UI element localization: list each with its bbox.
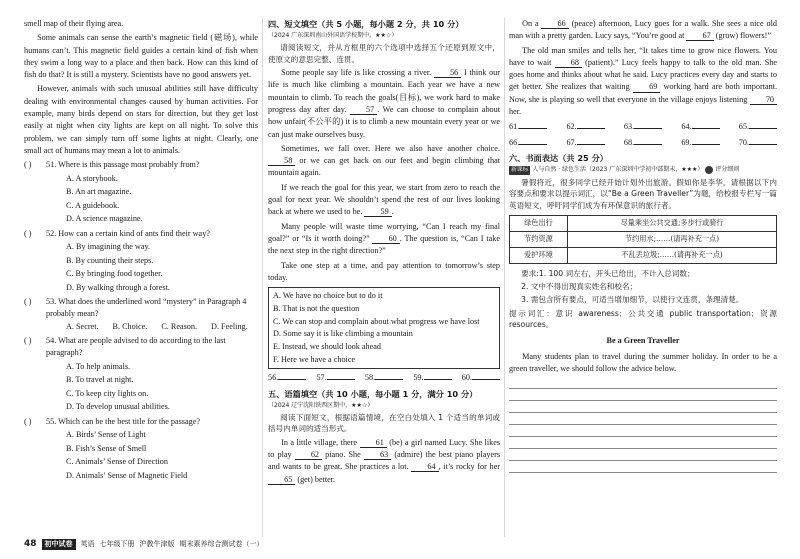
answer-bracket[interactable]: ( ) bbox=[24, 416, 32, 426]
score-rubric-link[interactable]: 评分细则 bbox=[715, 166, 740, 174]
answer-line[interactable] bbox=[519, 121, 547, 129]
column-right bbox=[509, 18, 777, 473]
table-cell: 不乱丢垃圾;……(请再补充一点) bbox=[568, 247, 777, 263]
passage-paragraph: In a little village, there 61 (be) a girl named Lucy. She likes to play 62 piano. She 63 (admire) the best piano players and wants to be great. She practices a lot. 64 , it’s rocky for her 65 (get) better. bbox=[268, 437, 501, 484]
writing-line[interactable] bbox=[509, 377, 777, 389]
passage-paragraph: On a 66 (peace) afternoon, Lucy goes for a walk. She sees a nice old man with a pretty garden. Lucy says, “You’re good at 67 (grow) flowers!” bbox=[509, 19, 777, 41]
question-stem: 51. Where is this passage most probably from? bbox=[46, 160, 200, 170]
passage-paragraph: However, animals with such unusual abilities still have difficulty dealing with environmental changes caused by human activities. For example, many birds depend on stars for direction, but they get lost easily at night when city lights are kept on all night. To solve this problem, we can simply turn off some lights at night. Clearly, one small act of humans may mean a lot to animals. bbox=[24, 84, 258, 155]
passage-paragraph: Sometimes, we fall over. Here we also have another choice. 58 or we can get back on our feet and begin climbing that mountain again. bbox=[268, 143, 500, 178]
option: C. Reason. bbox=[161, 321, 198, 331]
blank-69[interactable]: 69 bbox=[633, 82, 660, 92]
requirement: 2. 文中不得出现真实姓名和校名； bbox=[521, 281, 638, 291]
option: D. Animals’ Sense of Magnetic Field bbox=[66, 470, 188, 480]
table-cell: 节约资源 bbox=[510, 231, 568, 247]
column-divider bbox=[504, 18, 505, 537]
writing-line[interactable] bbox=[509, 413, 777, 425]
option: A. To help animals. bbox=[66, 361, 131, 371]
table-row bbox=[510, 216, 777, 232]
option: E. Instead, we should look ahead bbox=[273, 341, 382, 351]
table-cell: 节约用水;……(请再补充一点) bbox=[568, 231, 777, 247]
section-source: 新课标 人与自然 · 绿色生活（2023 广东深圳中学初中部期末，★★★） 评分细则 bbox=[511, 166, 740, 174]
answer-bracket[interactable]: ( ) bbox=[24, 228, 32, 238]
blank-65[interactable]: 65 bbox=[268, 475, 295, 485]
option: D. Feeling. bbox=[211, 321, 248, 331]
writing-area[interactable] bbox=[509, 377, 777, 473]
table-cell: 爱护环境 bbox=[510, 247, 568, 263]
answer-line[interactable] bbox=[327, 372, 355, 380]
section-5-title: 五、语篇填空（共 10 小题，每小题 1 分，满分 10 分） bbox=[268, 388, 478, 399]
option: D. Some say it is like climbing a mountain bbox=[273, 329, 413, 339]
blank-59[interactable]: 59 bbox=[364, 207, 391, 217]
question-53 bbox=[24, 296, 258, 333]
curriculum-tag: 新课标 bbox=[511, 167, 529, 174]
options-box bbox=[268, 287, 500, 369]
table-row bbox=[510, 231, 777, 247]
points-table bbox=[509, 215, 777, 263]
passage-paragraph: Many people will waste time worrying, “Can I reach my final goal?” or “Is it worth doing?” 60 . The question is, “Can I take the next step in the right direction?” bbox=[268, 221, 500, 256]
writing-line[interactable] bbox=[509, 449, 777, 461]
writing-line[interactable] bbox=[509, 425, 777, 437]
column-divider bbox=[262, 18, 263, 537]
table-row bbox=[510, 247, 777, 263]
score-icon bbox=[705, 166, 713, 174]
writing-line[interactable] bbox=[509, 437, 777, 449]
question-51 bbox=[24, 159, 258, 225]
page-footer bbox=[24, 538, 264, 552]
answer-line[interactable] bbox=[692, 121, 720, 129]
question-stem: 53. What does the underlined word “mystery” in Paragraph 4 probably mean? bbox=[46, 297, 247, 319]
exam-title: 期末素养综合测试卷（一） bbox=[179, 540, 264, 548]
answer-line[interactable] bbox=[375, 372, 403, 380]
answer-line[interactable] bbox=[424, 372, 452, 380]
section-6-title: 六、书面表达（共 25 分） bbox=[509, 152, 608, 163]
requirement: 3. 需包含所有要点，可适当增加细节，以使行文连贯，条理清楚。 bbox=[521, 295, 744, 305]
section-4-title: 四、短文填空（共 5 小题，每小题 2 分，共 10 分） bbox=[268, 19, 464, 29]
blank-60[interactable]: 60 bbox=[372, 234, 399, 244]
option: B. That is not the question bbox=[273, 303, 360, 313]
option: B. To travel at night. bbox=[66, 375, 134, 385]
section-instructions: 暑假将近，很多同学已经开始计划外出旅游。假如你是李华，请根据以下内容要点和要求以提示词汇，以“Be a Green Traveller”为题，给校报专栏写一篇英语短文，呼吁同学们成为有环保意识的旅行者。 bbox=[509, 177, 777, 210]
grade-label: 七年级下册 bbox=[99, 540, 135, 548]
page-number: 48 bbox=[24, 538, 37, 549]
writing-line[interactable] bbox=[509, 461, 777, 473]
blank-62[interactable]: 62 bbox=[295, 450, 322, 460]
answer-line[interactable] bbox=[278, 372, 306, 380]
option: A. Secret. bbox=[66, 321, 99, 331]
option: C. A guidebook. bbox=[66, 200, 120, 210]
option: B. By counting their steps. bbox=[66, 255, 154, 265]
column-middle bbox=[268, 18, 500, 488]
section-instructions: 请阅读短文，并从方框里的六个选项中选择五个还原到原文中，使原文的意思完整、连贯。 bbox=[268, 43, 500, 64]
blank-63[interactable]: 63 bbox=[364, 450, 391, 460]
passage-paragraph: Some animals can sense the earth’s magnetic field (磁场), while humans can’t. This magnetic field guides a certain kind of fish when they swim a long way to a place and then back. How can this kind of fish do that? It is still a mystery. Scientists have no good answers yet. bbox=[24, 33, 258, 80]
option: A. By imagining the way. bbox=[66, 241, 151, 251]
section-source: （2024 辽宁沈阳铁西区期中，★★☆） bbox=[268, 401, 374, 409]
blank-68[interactable]: 68 bbox=[555, 58, 582, 68]
option: D. By walking through a forest. bbox=[66, 282, 170, 292]
section-instructions: 阅读下面短文，根据语篇情境，在空白处填入 1 个适当的单词或括号内单词的适当形式。 bbox=[268, 412, 500, 434]
answer-line[interactable] bbox=[519, 137, 547, 145]
writing-line[interactable] bbox=[509, 401, 777, 413]
question-stem: 55. Which can be the best title for the passage? bbox=[46, 416, 200, 426]
writing-start: Many students plan to travel during the summer holiday. In order to be a green traveller, we should follow the advice below. bbox=[509, 351, 777, 374]
subject-label: 英语 bbox=[80, 540, 95, 548]
option: B. Choice. bbox=[112, 321, 148, 331]
option: D. A science magazine. bbox=[66, 214, 143, 224]
blank-57[interactable]: 57 bbox=[350, 105, 377, 115]
blank-66[interactable]: 66 bbox=[541, 19, 568, 29]
option: A. A storybook. bbox=[66, 173, 118, 183]
passage-paragraph: Take one step at a time, and pay attention to tomorrow’s step today. bbox=[268, 260, 500, 282]
edition-label: 沪教牛津版 bbox=[139, 540, 175, 548]
blank-61[interactable]: 61 bbox=[360, 438, 387, 448]
question-55 bbox=[24, 416, 258, 482]
answer-row: 61. 62. 63. 64. 65. bbox=[509, 121, 777, 133]
answer-line[interactable] bbox=[472, 372, 500, 380]
brand-label: 初中试卷 bbox=[42, 539, 76, 550]
answer-row: 66. 67. 68. 69. 70. bbox=[509, 137, 777, 149]
question-54 bbox=[24, 335, 258, 414]
blank-70[interactable]: 70 bbox=[750, 95, 777, 105]
option: F. Here we have a choice bbox=[273, 354, 356, 364]
question-52 bbox=[24, 228, 258, 294]
hint-words: 提示词汇：意识 awareness；公共交通 public transportation；资源 resources。 bbox=[509, 308, 777, 330]
blank-56[interactable]: 56 bbox=[434, 68, 461, 78]
passage-paragraph: If we reach the goal for this year, we start from zero to reach the goal for next year. We shouldn’t spend the rest of our lives looking back at where we used to be. 59 . bbox=[268, 182, 500, 217]
option: C. We can stop and complain about what progress we have lost bbox=[273, 316, 480, 326]
passage-paragraph: Some people say life is like crossing a river. 56 I think our life is much like climbing a mountain. Each year we have a new mountain to climb. To reach the goals(目标), we work hard to make progress day after day. 57 . We can choose to complain about how unfair(不公平的) it is to climb a new mountain every year or we can just make ourselves busy. bbox=[268, 68, 501, 139]
question-stem: 52. How can a certain kind of ants find their way? bbox=[46, 228, 210, 238]
answer-line[interactable] bbox=[749, 137, 777, 145]
option: A. We have no choice but to do it bbox=[273, 291, 383, 301]
table-cell: 绿色出行 bbox=[510, 216, 568, 232]
answer-bracket[interactable]: ( ) bbox=[24, 297, 32, 307]
option: B. Fish’s Sense of Smell bbox=[66, 443, 147, 453]
option: B. An art magazine. bbox=[66, 187, 132, 197]
option: C. To keep city lights on. bbox=[66, 388, 149, 398]
option: C. Animals’ Sense of Direction bbox=[66, 457, 168, 467]
option: D. To develop unusual abilities. bbox=[66, 402, 170, 412]
passage-paragraph: The old man smiles and tells her, “It takes time to grow nice flowers. You have to wait 68 (patient).” Lucy feels happy to talk to the old man. She goes home and thinks about what he said. Lucy practices every day and starts to get better. She realizes that waiting 69 working hard are both important. Now, she is playing so well that everyone in the village enjoys listening 70 her. bbox=[509, 45, 778, 117]
option: A. Birds’ Sense of Light bbox=[66, 430, 146, 440]
answer-row: 56. 57. 58. 59. 60. bbox=[268, 372, 500, 384]
passage-paragraph: smell map of their flying area. bbox=[24, 19, 124, 28]
answer-line[interactable] bbox=[749, 121, 777, 129]
question-stem: 54. What are people advised to do according to the last paragraph? bbox=[46, 336, 226, 358]
blank-64[interactable]: 64 bbox=[411, 462, 438, 472]
table-cell: 尽量乘坐公共交通;多步行或骑行 bbox=[568, 216, 777, 232]
option: C. By bringing food together. bbox=[66, 269, 163, 279]
writing-line[interactable] bbox=[509, 389, 777, 401]
answer-bracket[interactable]: ( ) bbox=[24, 160, 32, 170]
writing-title: Be a Green Traveller bbox=[606, 336, 680, 346]
column-left bbox=[24, 18, 258, 482]
answer-line[interactable] bbox=[577, 137, 605, 145]
blank-67[interactable]: 67 bbox=[686, 31, 713, 41]
section-source: （2024 广东深圳南山外国语学校期中，★★☆） bbox=[268, 32, 398, 40]
answer-bracket[interactable]: ( ) bbox=[24, 336, 32, 345]
answer-line[interactable] bbox=[634, 121, 662, 129]
blank-58[interactable]: 58 bbox=[268, 156, 295, 166]
answer-line[interactable] bbox=[634, 137, 662, 145]
requirements: 要求:1. 100 词左右，开头已给出，不计入总词数； bbox=[521, 268, 695, 278]
answer-line[interactable] bbox=[692, 137, 720, 145]
answer-line[interactable] bbox=[577, 121, 605, 129]
